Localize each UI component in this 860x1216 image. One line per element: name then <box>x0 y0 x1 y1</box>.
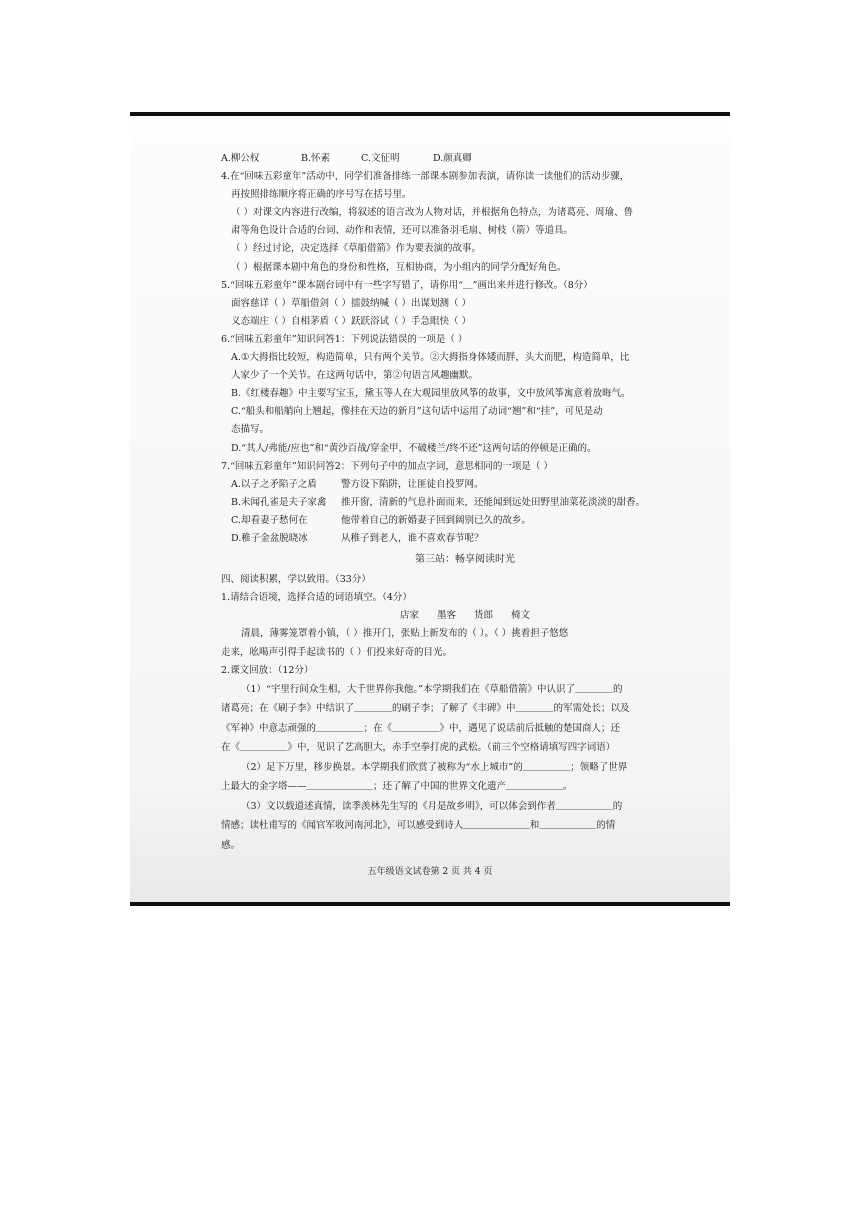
q6-option-c: C.“船头和船艄向上翘起，像挂在天边的新月”这句话中运用了动词“翘”和“挂”，可见是动 <box>231 406 603 418</box>
q6-option-a-cont: 人家少了一个关节。在这两句话中，第②句语言风趣幽默。 <box>231 370 479 382</box>
q5-row-1: 面容慈详（ ）草船借剑（ ）擂鼓纳喊（ ）出谋划测（ ） <box>231 297 472 309</box>
q6-option-a: A.①大拇指比较短，构造简单，只有两个关节。②大拇指身体矮而胖，头大而肥，构造简单，比 <box>231 352 630 364</box>
s4-q1-title: 1.请结合语境，选择合适的词语填空。（4分） <box>221 592 412 604</box>
option-d: D.颜真卿 <box>433 153 472 164</box>
option-c: C.文征明 <box>361 153 400 164</box>
q7-a-sentence: 警方设下陷阱，让匪徒自投罗网。 <box>341 478 484 490</box>
s4-q2-title: 2.课文回放：（12分） <box>221 664 314 676</box>
q7-option-d <box>221 530 709 548</box>
q3-options <box>221 150 709 168</box>
q4-step-1-cont: 肃等角色设计合适的台词、动作和表情，还可以准备羽毛扇、树枝（箭）等道具。 <box>231 225 574 237</box>
page-footer: 五年级语文试卷第 2 页 共 4 页 <box>367 867 493 877</box>
q7-b-sentence: 推开窗，清新的气息扑面而来，还能闻到远处田野里油菜花淡淡的甜香。 <box>341 496 646 508</box>
s4-q2-part1-line2: 诸葛亮；在《刷子李》中结识了＿＿＿＿的刷子李；了解了《丰碑》中＿＿＿＿的军需处长；以及 <box>221 703 630 715</box>
q6-title: 6.“回味五彩童年”知识问答1：下列说法错误的一项是（ ） <box>221 333 468 345</box>
q7-title: 7.“回味五彩童年”知识问答2：下列句子中的加点字词，意思相同的一项是（ ） <box>221 460 553 472</box>
q5-title: 5.“回味五彩童年”课本剧台词中有一些字写错了，请你用“＿”画出来并进行修改。（8分） <box>221 279 593 291</box>
q7-a-source: A.以子之矛陷子之盾 <box>231 478 317 490</box>
q7-b-source: B.未闻孔雀是夫子家禽 <box>231 496 327 508</box>
q4-step-3: （ ）根据课本剧中角色的身份和性格，互相协商，为小组内的同学分配好角色。 <box>231 261 567 273</box>
s4-q1-passage-cont: 走来，吆喝声引得手起读书的（ ）们投来好奇的目光。 <box>221 646 453 658</box>
q7-option-b <box>221 494 709 512</box>
s4-q2-part1-line4: 在《＿＿＿＿＿》中，见识了艺高胆大，赤手空拳打虎的武松。（前三个空格请填写四字词语） <box>221 742 616 754</box>
s4-q1-passage: 清晨，薄雾笼罩着小镇，（ ）推开门，张贴上新发布的（ ）。（ ）挑着担子悠悠 <box>241 628 569 640</box>
q7-d-source: D.稚子金盆脱晓冰 <box>231 532 308 544</box>
s4-q2-part1: （1）“宇里行间众生相，大千世界你我他。”本学期我们在《草船借箭》中认识了＿＿＿＿的 <box>241 683 623 695</box>
word-3: 货郎 <box>474 610 494 622</box>
q7-option-c <box>221 512 709 530</box>
word-2: 墨客 <box>436 610 456 622</box>
q4-step-1: （ ）对课文内容进行改编，将叙述的语言改为人物对话，并根据角色特点，为诸葛亮、周瑜、鲁 <box>231 207 634 219</box>
q4-title-cont: 再按照排练顺序将正确的序号写在括号里。 <box>231 189 412 201</box>
option-b: B.怀素 <box>301 153 331 164</box>
q7-c-sentence: 他带着自己的新婚妻子回到阔别已久的故乡。 <box>341 514 532 526</box>
q7-d-sentence: 从稚子到老人，谁不喜欢春节呢？ <box>341 532 484 544</box>
q7-c-source: C.却看妻子愁何在 <box>231 514 308 526</box>
q6-option-d: D.“其人/弗能/应也”和“黄沙百战/穿金甲，不破楼兰/终不还”这两句话的停顿是正确的。 <box>231 442 597 454</box>
q7-option-a <box>221 476 709 494</box>
q6-option-b: B.《红楼春趣》中主要写宝玉，黛玉等人在大观园里放风筝的故事，文中放风筝寓意着放晦气。 <box>231 388 631 400</box>
s4-q2-part2-line2: 上最大的金字塔——＿＿＿＿＿＿＿；还了解了中国的世界文化遗产＿＿＿＿＿＿。 <box>221 781 573 793</box>
word-1: 店家 <box>399 610 419 622</box>
section-4-title: 四、阅读积累，学以致用。（33分） <box>221 574 371 586</box>
s4-q2-part2: （2）足下万里，移步换景。本学期我们欣赏了被称为“水上城市”的＿＿＿＿＿；领略了世界 <box>241 761 628 773</box>
q4-title: 4.在“回味五彩童年”活动中，同学们准备排练一部课本剧参加表演，请你读一读他们的活动步骤， <box>221 171 630 183</box>
station-heading: 第三站：畅享阅读时光 <box>415 554 515 566</box>
q6-option-c-cont: 态描写。 <box>231 424 270 436</box>
q5-row-2: 义态端庄（ ）自相茅盾（ ）跃跃浴试（ ）手急眼快（ ） <box>231 315 472 327</box>
word-bank <box>221 607 709 625</box>
s4-q2-part3: （3）文以载道述真情，读季羡林先生写的《月是故乡明》，可以体会到作者＿＿＿＿＿＿的 <box>241 800 623 812</box>
s4-q2-part3-line3: 感。 <box>221 839 241 851</box>
s4-q2-part3-line2: 情感；读杜甫写的《闻官军收河南河北》，可以感受到诗人＿＿＿＿＿＿＿和＿＿＿＿＿＿的情 <box>221 820 616 832</box>
bottom-border <box>130 902 730 906</box>
s4-q2-part1-line3: 《军神》中意志顽强的＿＿＿＿＿；在《＿＿＿＿＿》中，遇见了说话前后抵触的楚国商人；还 <box>221 722 621 734</box>
option-a: A.柳公权 <box>221 153 260 164</box>
word-4: 椅文 <box>511 610 531 622</box>
exam-content <box>221 150 709 855</box>
q4-step-2: （ ）经过讨论，决定选择《草船借箭》作为要表演的故事。 <box>231 243 482 255</box>
